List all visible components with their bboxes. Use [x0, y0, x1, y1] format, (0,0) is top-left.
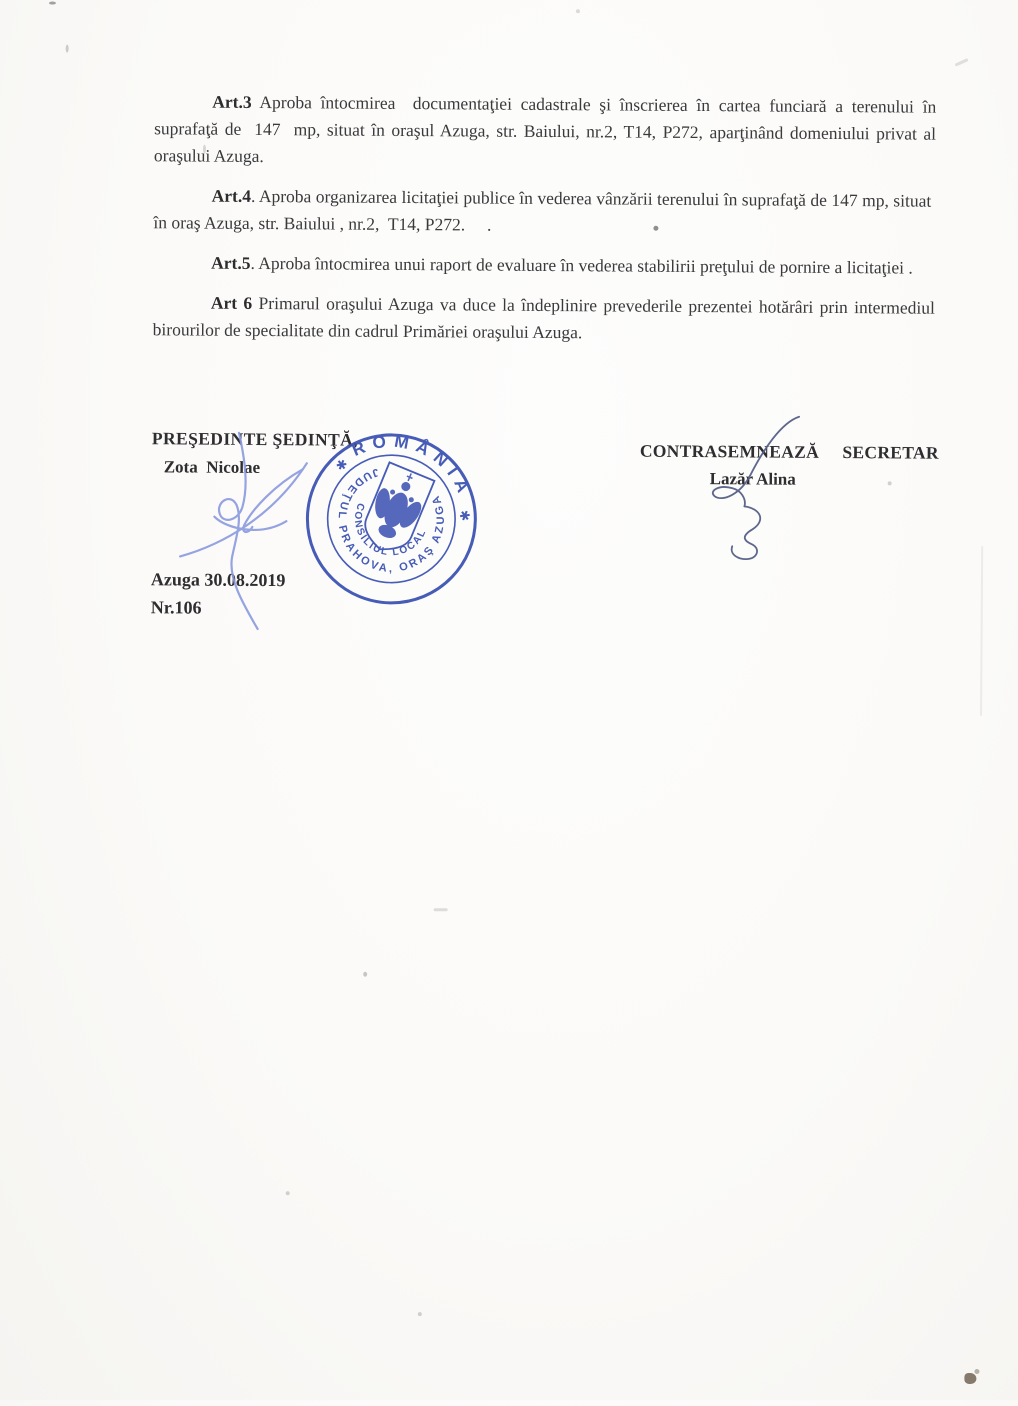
- article-3-label: Art.3: [212, 91, 252, 112]
- president-title: PREŞEDINTE ŞEDINŢĂ,: [151, 428, 359, 450]
- article-4-label: Art.4: [211, 185, 252, 206]
- article-6-paragraph: [153, 289, 935, 348]
- scan-speck: [888, 481, 892, 485]
- stamp-star-left-icon: ✱: [333, 455, 350, 475]
- place-and-date: Azuga 30.08.2019: [150, 569, 286, 591]
- president-name: Zota Nicolae: [163, 457, 261, 477]
- article-5-paragraph: [153, 249, 935, 281]
- scan-speck: [434, 908, 448, 911]
- scan-speck: [653, 226, 658, 231]
- scan-speck: [286, 1191, 290, 1195]
- secretary-title: CONTRASEMNEAZĂ SECRETAR: [639, 440, 939, 463]
- document-body: [153, 88, 937, 361]
- decision-number: Nr.106: [150, 597, 202, 618]
- article-5-text: . Aproba întocmirea unui raport de evaluare în vederea stabilirii preţului de pornire a licitaţiei .: [250, 252, 913, 278]
- scan-speck: [363, 972, 367, 977]
- secretary-name: Lazăr Alina: [709, 469, 796, 489]
- stamp-council-text: CONSILIUL LOCAL: [351, 501, 429, 559]
- article-3-text: Aproba întocmirea documentaţiei cadastrale şi înscrierea în cartea funciară a terenului în suprafaţă de 147 mp, situat în oraşul Azuga, str. Baiului, nr.2, T14, P272, aparţinând domeniului privat al oraşului Azuga.: [153, 91, 937, 167]
- stamp-region-text: JUDEŢUL PRAHOVA, ORAŞ AZUGA: [335, 465, 447, 575]
- stamp-country-text: ROMÂNIA: [348, 430, 477, 502]
- scan-speck: [418, 1312, 422, 1316]
- article-3-paragraph: [154, 88, 937, 174]
- stamp-star-right-icon: ✱: [456, 506, 473, 525]
- article-5-label: Art.5: [211, 252, 251, 273]
- scan-speck: [576, 9, 580, 13]
- article-4-paragraph: [153, 182, 935, 241]
- scan-speck: [49, 2, 56, 5]
- scan-speck: [974, 1369, 979, 1374]
- scan-speck: [66, 45, 69, 53]
- scan-speck: [955, 58, 969, 67]
- scan-line-artifact: [980, 546, 983, 716]
- article-6-label: Art 6: [210, 292, 253, 313]
- article-4-text: . Aproba organizarea licitaţiei publice în vederea vânzării terenului în suprafaţă de 147 mp, situat în oraş Azuga, str. Baiului , nr.2, T14, P272. .: [153, 185, 936, 235]
- scan-speck: [964, 1373, 976, 1384]
- article-6-text: Primarul oraşului Azuga va duce la îndeplinire prevederile prezentei hotărâri prin intermediul birourilor de specialitate din cadrul Primăriei oraşului Azuga.: [152, 292, 935, 343]
